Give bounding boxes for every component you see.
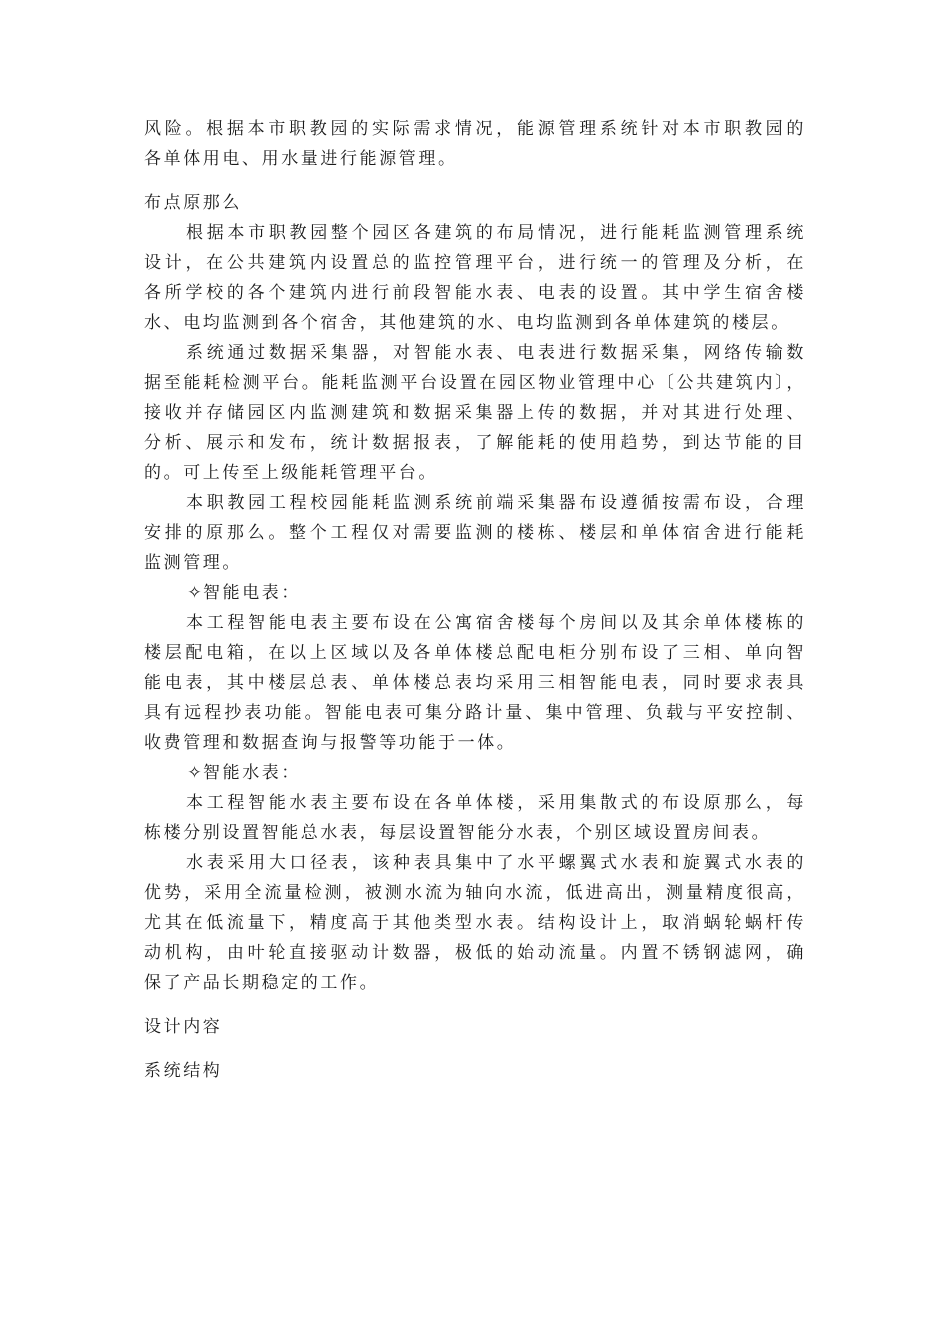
intro-paragraph [144, 114, 806, 174]
text-line: 根据本市职教园整个园区各建筑的布局情况，进行能耗监测管理系统 [186, 223, 806, 243]
text-line: 能电表，其中楼层总表、单体楼总表均采用三相智能电表，同时要求表具 [144, 673, 806, 693]
text-line: 据至能耗检测平台。能耗监测平台设置在园区物业管理中心〔公共建筑内〕， [144, 373, 806, 393]
text-line: 监测管理。 [144, 553, 242, 573]
text-line: 本工程智能电表主要布设在公寓宿舍楼每个房间以及其余单体楼栋的 [186, 613, 806, 633]
text-line: 收费管理和数据查询与报警等功能于一体。 [144, 733, 517, 753]
diamond-bullet-icon: ✧ [187, 583, 202, 603]
section-heading-system-structure: 系统结构 [144, 1061, 223, 1081]
text-line: 本工程智能水表主要布设在各单体楼，采用集散式的布设原那么，每 [186, 793, 806, 813]
section-heading-layout-principle: 布点原那么 [144, 193, 242, 213]
text-line: 优势，采用全流量检测，被测水流为轴向水流，低进高出，测量精度很高， [144, 883, 806, 903]
text-line: 安排的原那么。整个工程仅对需要监测的楼栋、楼层和单体宿舍进行能耗 [144, 523, 806, 543]
text-line: 设计，在公共建筑内设置总的监控管理平台，进行统一的管理及分析，在 [144, 253, 806, 273]
text-line: 分析、展示和发布，统计数据报表，了解能耗的使用趋势，到达节能的目 [144, 433, 806, 453]
smart-water-paragraph-1 [144, 788, 806, 848]
smart-water-paragraph-2 [144, 848, 806, 998]
text-line: 水表采用大口径表，该种表具集中了水平螺翼式水表和旋翼式水表的 [186, 853, 806, 873]
smart-water-label: 智能水表： [203, 763, 301, 783]
section-heading-design-content: 设计内容 [144, 1017, 223, 1037]
smart-meter-heading [144, 578, 806, 608]
layout-principle-paragraph-2 [144, 338, 806, 488]
text-line: 本职教园工程校园能耗监测系统前端采集器布设遵循按需布设，合理 [186, 493, 806, 513]
text-line: 保了产品长期稳定的工作。 [144, 973, 380, 993]
layout-principle-paragraph-1 [144, 218, 806, 338]
diamond-bullet-icon: ✧ [187, 763, 202, 783]
text-line: 栋楼分别设置智能总水表，每层设置智能分水表，个别区域设置房间表。 [144, 823, 772, 843]
text-line: 各单体用电、用水量进行能源管理。 [144, 149, 458, 169]
text-line: 水、电均监测到各个宿舍，其他建筑的水、电均监测到各单体建筑的楼层。 [144, 313, 791, 333]
text-line: 风险。根据本市职教园的实际需求情况，能源管理系统针对本市职教园的 [144, 119, 806, 139]
layout-principle-paragraph-3 [144, 488, 806, 578]
text-line: 动机构，由叶轮直接驱动计数器，极低的始动流量。内置不锈钢滤网，确 [144, 943, 806, 963]
text-line: 楼层配电箱，在以上区域以及各单体楼总配电柜分别布设了三相、单向智 [144, 643, 806, 663]
text-line: 接收并存储园区内监测建筑和数据采集器上传的数据，并对其进行处理、 [144, 403, 806, 423]
text-line: 尤其在低流量下，精度高于其他类型水表。结构设计上，取消蜗轮蜗杆传 [144, 913, 806, 933]
smart-water-heading [144, 758, 806, 788]
smart-meter-paragraph [144, 608, 806, 758]
text-line: 各所学校的各个建筑内进行前段智能水表、电表的设置。其中学生宿舍楼 [144, 283, 806, 303]
smart-meter-label: 智能电表： [203, 583, 301, 603]
text-line: 具有远程抄表功能。智能电表可集分路计量、集中管理、负载与平安控制、 [144, 703, 806, 723]
document-page [144, 114, 806, 1086]
text-line: 的。可上传至上级能耗管理平台。 [144, 463, 438, 483]
text-line: 系统通过数据采集器，对智能水表、电表进行数据采集，网络传输数 [186, 343, 806, 363]
